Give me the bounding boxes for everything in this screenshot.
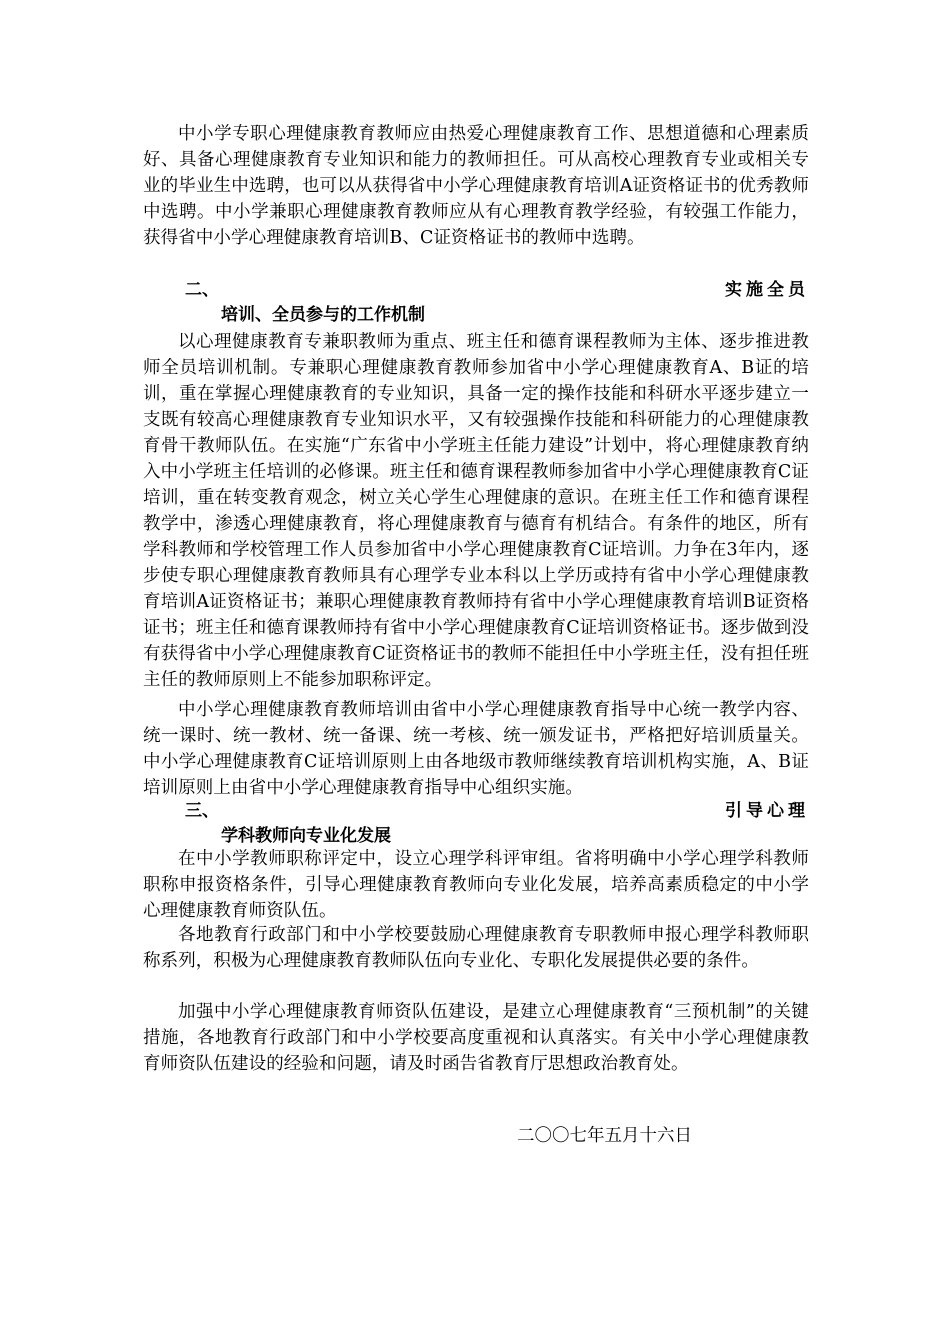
document-date: 二〇〇七年五月十六日 [517,1126,692,1146]
paragraph-title-evaluation: 在中小学教师职称评定中，设立心理学科评审组。省将明确中小学心理学科教师职称申报资格条件，引导心理健康教育教师向专业化发展，培养高素质稳定的中小学心理健康教育师资队伍。 [143,849,809,921]
section-heading-3 [143,798,809,824]
section-number: 二、 [185,280,219,300]
paragraph-conclusion: 加强中小学心理健康教育师资队伍建设，是建立心理健康教育“三预机制”的关键措施，各地教育行政部门和中小学校要高度重视和认真落实。有关中小学心理健康教育师资队伍建设的经验和问题，请及时函告省教育厅思想政治教育处。 [143,1002,809,1074]
section-title-start: 引导心理 [725,801,809,821]
paragraph-training-organization: 中小学心理健康教育教师培训由省中小学心理健康教育指导中心统一教学内容、统一课时、统一教材、统一备课、统一考核、统一颁发证书，严格把好培训质量关。中小学心理健康教育C证培训原则上由各地级市教师继续教育培训机构实施，A、B证培训原则上由省中小学心理健康教育指导中心组织实施。 [143,700,809,798]
paragraph-teacher-selection: 中小学专职心理健康教育教师应由热爱心理健康教育工作、思想道德和心理素质好、具备心理健康教育专业知识和能力的教师担任。可从高校心理教育专业或相关专业的毕业生中选聘，也可以从获得省中小学心理健康教育培训A证资格证书的优秀教师中选聘。中小学兼职心理健康教育教师应从有心理教育教学经验，有较强工作能力，获得省中小学心理健康教育培训B、C证资格证书的教师中选聘。 [143,124,809,248]
paragraph-training-mechanism: 以心理健康教育专兼职教师为重点、班主任和德育课程教师为主体、逐步推进教师全员培训机制。专兼职心理健康教育教师参加省中小学心理健康教育A、B证的培训，重在掌握心理健康教育的专业知识，具备一定的操作技能和科研水平逐步建立一支既有较高心理健康教育专业知识水平，又有较强操作技能和科研能力的心理健康教育骨干教师队伍。在实施“广东省中小学班主任能力建设”计划中，将心理健康教育纳入中小学班主任培训的必修课。班主任和德育课程教师参加省中小学心理健康教育C证培训，重在转变教育观念，树立关心学生心理健康的意识。在班主任工作和德育课程教学中，渗透心理健康教育，将心理健康教育与德育有机结合。有条件的地区，所有学科教师和学校管理工作人员参加省中小学心理健康教育C证培训。力争在3年内，逐步使专职心理健康教育教师具有心理学专业本科以上学历或持有省中小学心理健康教育培训A证资格证书；兼职心理健康教育教师持有省中小学心理健康教育培训B证资格证书；班主任和德育课教师持有省中小学心理健康教育C证培训资格证书。逐步做到没有获得省中小学心理健康教育C证资格证书的教师不能担任中小学班主任，没有担任班主任的教师原则上不能参加职称评定。 [143,332,809,690]
section-heading-2 [143,277,809,303]
section-title-continuation: 培训、全员参与的工作机制 [221,305,425,325]
paragraph-encourage-teachers: 各地教育行政部门和中小学校要鼓励心理健康教育专职教师申报心理学科教师职称系列，积极为心理健康教育教师队伍向专业化、专职化发展提供必要的条件。 [143,925,809,971]
section-title-continuation: 学科教师向专业化发展 [221,826,391,846]
section-title-start: 实施全员 [725,280,809,300]
section-number: 三、 [185,801,219,821]
